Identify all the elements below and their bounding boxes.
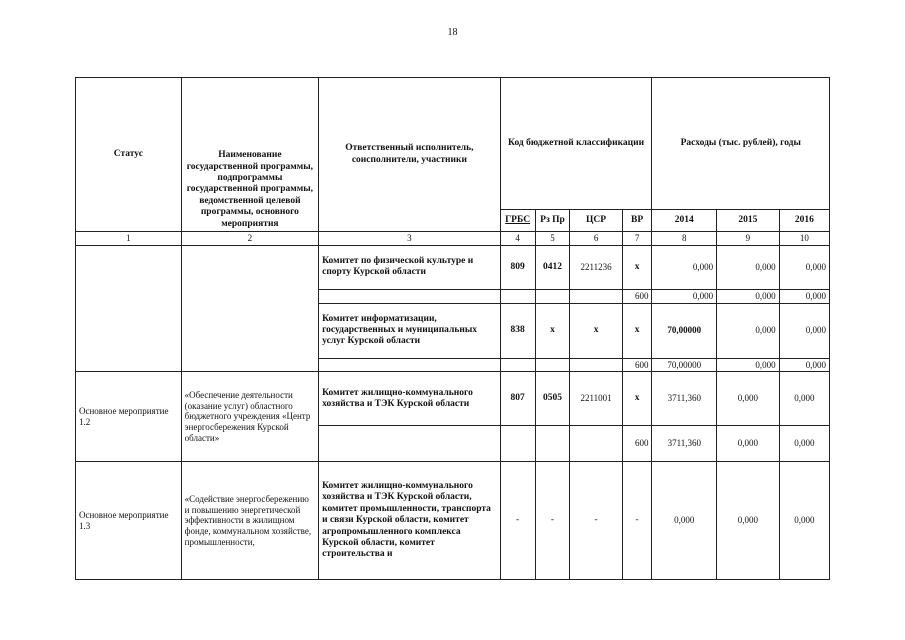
executor-cell	[319, 289, 501, 303]
column-number: 2	[181, 232, 318, 246]
column-number-row	[76, 232, 830, 246]
vr-cell: 600	[622, 426, 652, 462]
header-rzpr: Рз Пр	[535, 210, 570, 232]
csr-cell: -	[570, 462, 622, 580]
status-cell: Основное мероприятие 1.2	[76, 372, 182, 462]
csr-cell: х	[570, 303, 622, 358]
vr-cell: х	[622, 372, 652, 426]
grbs-cell: 807	[500, 372, 535, 426]
table-row	[76, 245, 830, 289]
executor-cell	[319, 358, 501, 372]
header-grbs: ГРБС	[500, 210, 535, 232]
column-number: 7	[622, 232, 652, 246]
column-number: 5	[535, 232, 570, 246]
vr-cell: 600	[622, 358, 652, 372]
budget-table	[75, 77, 830, 580]
value-2014-cell: 3711,360	[652, 426, 717, 462]
program-name-cell	[181, 245, 318, 372]
value-2014-cell: 70,00000	[652, 358, 717, 372]
csr-cell	[570, 358, 622, 372]
csr-cell	[570, 426, 622, 462]
column-number: 4	[500, 232, 535, 246]
value-2015-cell: 0,000	[717, 426, 780, 462]
status-cell: Основное мероприятие 1.3	[76, 462, 182, 580]
header-year-2015: 2015	[717, 210, 780, 232]
program-name-cell: «Содействие энергосбережению и повышению энергетической эффективности в жилищном фонде, коммунальном хозяйстве, промышленности,	[181, 462, 318, 580]
grbs-cell	[500, 358, 535, 372]
value-2014-cell: 0,000	[652, 245, 717, 289]
rzpr-cell	[535, 358, 570, 372]
vr-cell: х	[622, 245, 652, 289]
column-number: 6	[570, 232, 622, 246]
grbs-cell: 838	[500, 303, 535, 358]
value-2014-cell: 0,000	[652, 462, 717, 580]
value-2016-cell: 0,000	[779, 358, 829, 372]
value-2015-cell: 0,000	[717, 245, 780, 289]
value-2016-cell: 0,000	[779, 462, 829, 580]
value-2014-cell: 70,00000	[652, 303, 717, 358]
value-2016-cell: 0,000	[779, 289, 829, 303]
value-2016-cell: 0,000	[779, 372, 829, 426]
header-csr: ЦСР	[570, 210, 622, 232]
status-cell	[76, 245, 182, 372]
value-2015-cell: 0,000	[717, 358, 780, 372]
csr-cell	[570, 289, 622, 303]
column-number: 3	[319, 232, 501, 246]
value-2016-cell: 0,000	[779, 303, 829, 358]
table-header-row	[76, 78, 830, 210]
executor-cell	[319, 426, 501, 462]
value-2016-cell: 0,000	[779, 426, 829, 462]
program-name-cell: «Обеспечение деятельности (оказание услуг) областного бюджетного учреждения «Центр энергосбережения Курской области»	[181, 372, 318, 462]
column-number: 10	[779, 232, 829, 246]
value-2014-cell: 3711,360	[652, 372, 717, 426]
vr-cell: 600	[622, 289, 652, 303]
column-number: 9	[717, 232, 780, 246]
column-number: 8	[652, 232, 717, 246]
grbs-cell: -	[500, 462, 535, 580]
rzpr-cell: 0412	[535, 245, 570, 289]
csr-cell: 2211001	[570, 372, 622, 426]
executor-cell: Комитет жилищно-коммунального хозяйства и ТЭК Курской области, комитет промышленности, транспорта и связи Курской области, комитет агропромышленного комплекса Курской области, комитет строительства и	[319, 462, 501, 580]
value-2015-cell: 0,000	[717, 462, 780, 580]
header-expenses: Расходы (тыс. рублей), годы	[652, 78, 830, 210]
executor-cell: Комитет жилищно-коммунального хозяйства и ТЭК Курской области	[319, 372, 501, 426]
value-2015-cell: 0,000	[717, 303, 780, 358]
grbs-cell	[500, 426, 535, 462]
table-row	[76, 462, 830, 580]
header-year-2014: 2014	[652, 210, 717, 232]
vr-cell: х	[622, 303, 652, 358]
grbs-cell: 809	[500, 245, 535, 289]
rzpr-cell: х	[535, 303, 570, 358]
table-row	[76, 372, 830, 426]
value-2016-cell: 0,000	[779, 245, 829, 289]
header-program-name: Наименование государственной программы, подпрограммы государственной программы, ведомственной целевой программы, основного мероприятия	[181, 78, 318, 232]
rzpr-cell	[535, 426, 570, 462]
vr-cell: -	[622, 462, 652, 580]
rzpr-cell: -	[535, 462, 570, 580]
value-2014-cell: 0,000	[652, 289, 717, 303]
grbs-cell	[500, 289, 535, 303]
rzpr-cell: 0505	[535, 372, 570, 426]
header-status: Статус	[76, 78, 182, 232]
header-executor: Ответственный исполнитель, соисполнители, участники	[319, 78, 501, 232]
csr-cell: 2211236	[570, 245, 622, 289]
page-number: 18	[447, 27, 458, 38]
value-2015-cell: 0,000	[717, 372, 780, 426]
header-vr: ВР	[622, 210, 652, 232]
value-2015-cell: 0,000	[717, 289, 780, 303]
executor-cell: Комитет по физической культуре и спорту Курской области	[319, 245, 501, 289]
column-number: 1	[76, 232, 182, 246]
header-budget-code: Код бюджетной классификации	[500, 78, 652, 210]
header-year-2016: 2016	[779, 210, 829, 232]
rzpr-cell	[535, 289, 570, 303]
executor-cell: Комитет информатизации, государственных и муниципальных услуг Курской области	[319, 303, 501, 358]
